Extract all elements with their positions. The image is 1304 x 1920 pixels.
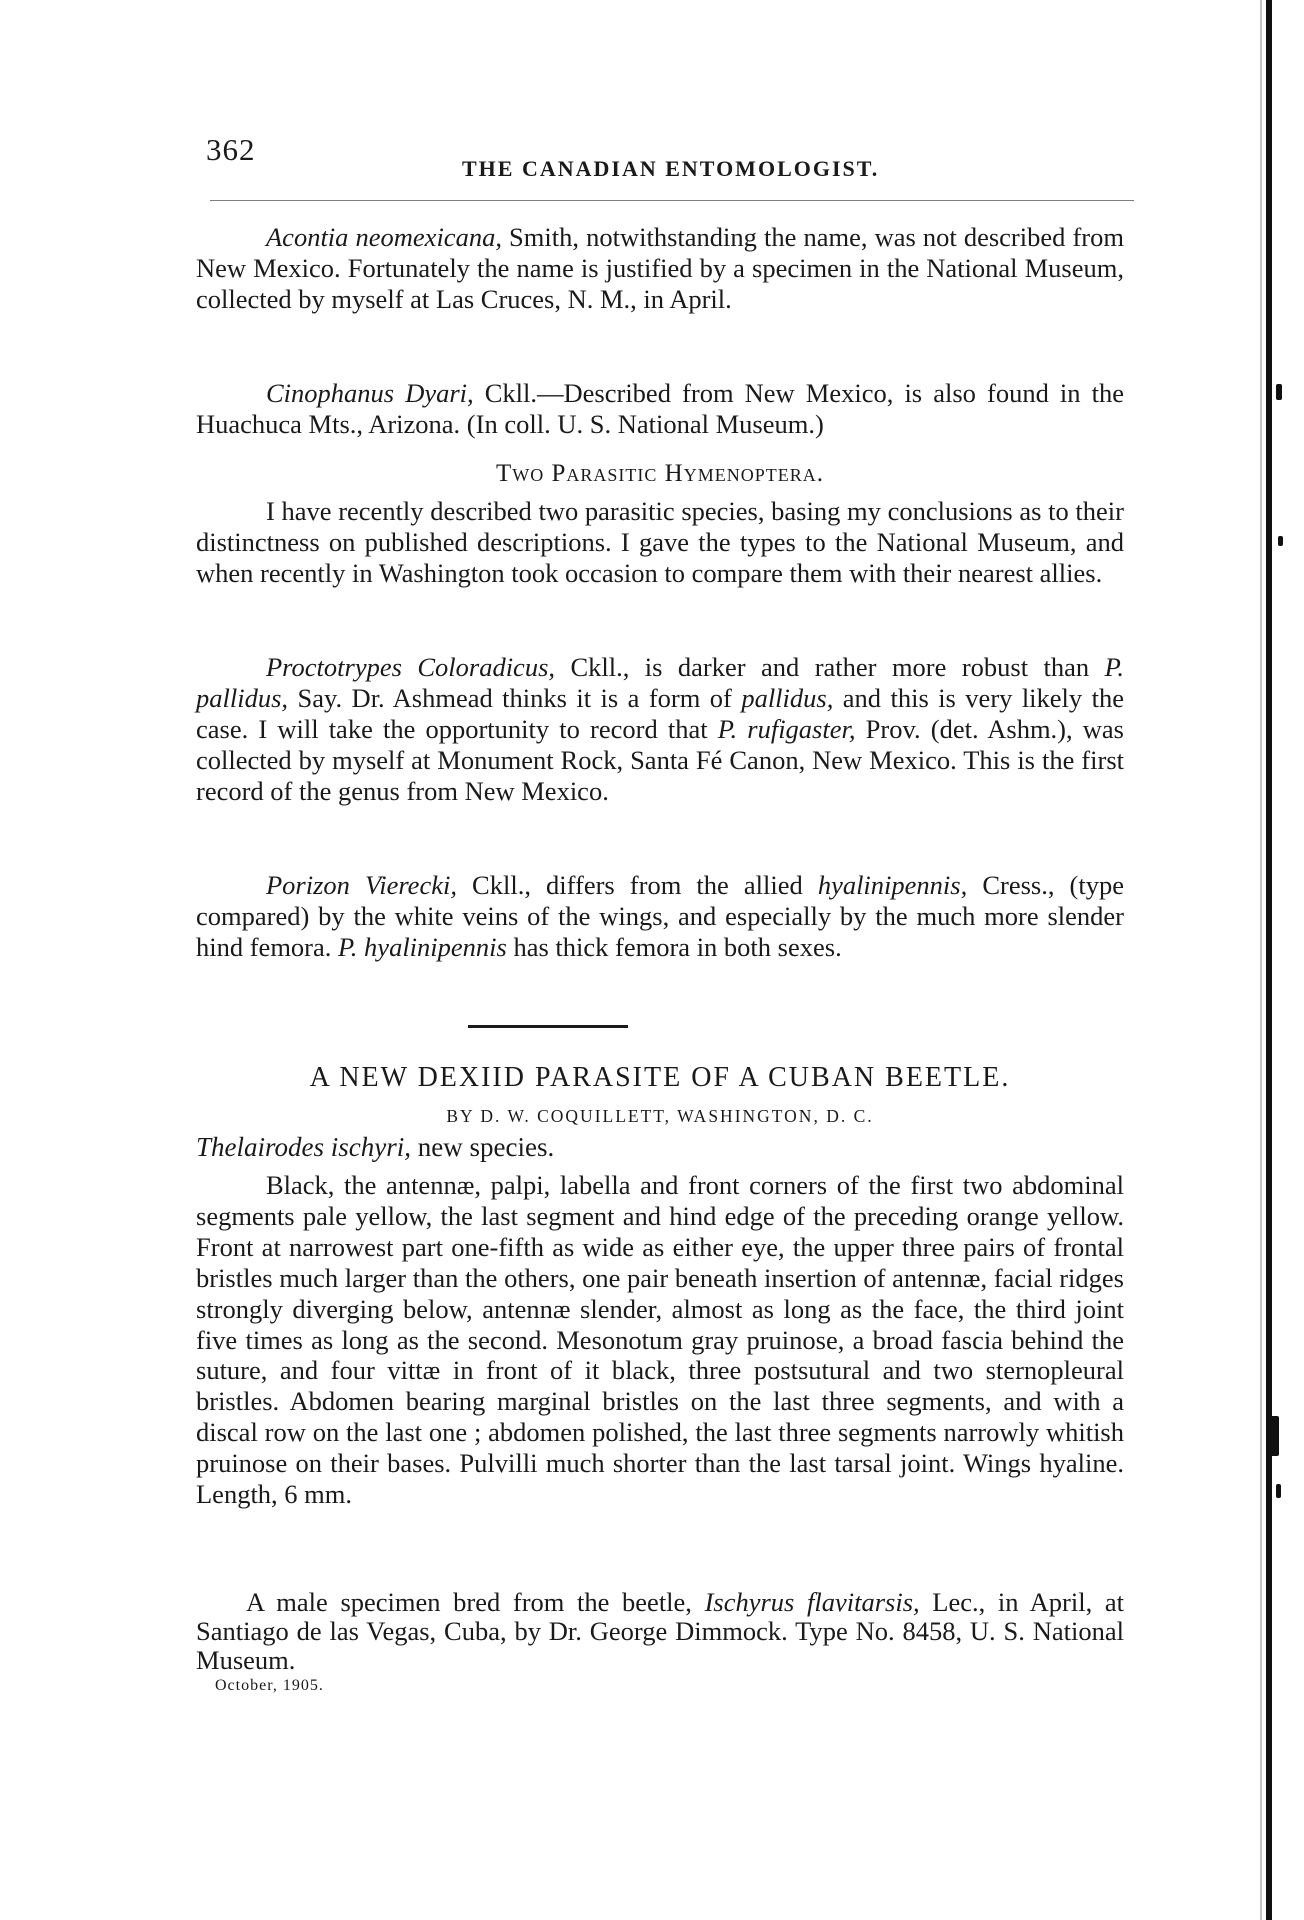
species-name: Ischyrus flavitarsis, bbox=[704, 1587, 920, 1617]
binding-mark bbox=[1278, 536, 1283, 546]
paragraph-text: Smith, notwithstanding the name, was not described from New Mexico. Fortunately the name is justified by a specimen in the National Museum, collected by myself at Las Cruces, N. M., in April. bbox=[196, 222, 1124, 314]
page-binding-edge bbox=[1266, 0, 1272, 1920]
species-name: hyalinipennis, bbox=[817, 870, 968, 900]
paragraph-cinophanus bbox=[196, 378, 1124, 440]
article-byline: BY D. W. COQUILLETT, WASHINGTON, D. C. bbox=[446, 1106, 874, 1126]
paragraph-text: has thick femora in both sexes. bbox=[506, 932, 842, 962]
paragraph-text: Say. Dr. Ashmead thinks it is a form of bbox=[288, 683, 742, 713]
section-heading: Two Parasitic Hymenoptera. bbox=[496, 460, 824, 487]
paragraph-text: Prov. (det. Ashm.), was collected by myself at Monument Rock, Santa Fé Canon, New Mexico. This is the first record of the genus from New Mexico. bbox=[196, 714, 1124, 806]
binding-mark bbox=[1276, 384, 1282, 400]
species-name: P. pallidus, bbox=[196, 652, 1124, 713]
binding-mark bbox=[1276, 1484, 1281, 1498]
species-suffix: new species. bbox=[411, 1132, 555, 1162]
paragraph-text: Cress., (type compared) by the white veins of the wings, and especially by the much more slender hind femora. bbox=[196, 870, 1124, 962]
paragraph-proctotrypes bbox=[196, 652, 1124, 807]
binding-shadow bbox=[1260, 0, 1262, 1920]
paragraph-intro bbox=[196, 496, 1124, 589]
species-name: Proctotrypes Coloradicus, bbox=[266, 652, 556, 682]
specimen-note bbox=[196, 1588, 1124, 1675]
running-head: THE CANADIAN ENTOMOLOGIST. bbox=[462, 156, 880, 181]
paragraph-text: and this is very likely the case. I will take the opportunity to record that bbox=[196, 683, 1124, 744]
paragraph-text: I have recently described two parasitic species, basing my conclusions as to their distinctness on published descriptions. I gave the types to the National Museum, and when recently in Washington took occasion to compare them with their nearest allies. bbox=[196, 496, 1124, 588]
header-rule bbox=[210, 200, 1134, 201]
page-number: 362 bbox=[206, 132, 256, 167]
species-description: Black, the antennæ, palpi, labella and front corners of the first two abdominal segments pale yellow, the last segment and hind edge of the preceding orange yellow. Front at narrowest part one-fifth as wide as either eye, the upper three pairs of frontal bristles much larger than the others, one pair beneath insertion of antennæ, facial ridges strongly diverging below, antennæ slender, almost as long as the face, the third joint five times as long as the second. Mesonotum gray pruinose, a broad fascia behind the suture, and four vittæ in front of it black, three postsutural and two sternopleural bristles. Abdomen bearing marginal bristles on the last three segments, and with a discal row on the last one ; abdomen polished, the last three segments narrowly whitish pruinose on their bases. Pulvilli much shorter than the last tarsal joint. Wings hyaline. Length, 6 mm. bbox=[196, 1170, 1124, 1510]
species-name: Acontia neomexicana, bbox=[266, 222, 502, 252]
paragraph-text: Ckll., is darker and rather more robust than bbox=[555, 652, 1105, 682]
species-name: pallidus, bbox=[741, 683, 834, 713]
species-name: Porizon Vierecki, bbox=[266, 870, 457, 900]
paragraph-text: Lec., in April, at Santiago de las Vegas, Cuba, by Dr. George Dimmock. Type No. 8458, U. S. National Museum. bbox=[196, 1587, 1124, 1675]
species-name: Thelairodes ischyri, bbox=[196, 1132, 411, 1162]
dateline: October, 1905. bbox=[215, 1677, 324, 1694]
binding-mark bbox=[1270, 1416, 1279, 1456]
paragraph-acontia bbox=[196, 222, 1124, 315]
species-name: P. rufigaster, bbox=[717, 714, 856, 744]
species-line bbox=[196, 1132, 1124, 1163]
paragraph-text: A male specimen bred from the beetle, bbox=[246, 1587, 705, 1617]
article-title: A NEW DEXIID PARASITE OF A CUBAN BEETLE. bbox=[309, 1062, 1011, 1093]
paragraph-text: Ckll., differs from the allied bbox=[456, 870, 818, 900]
paragraph-text: Ckll.—Described from New Mexico, is also found in the Huachuca Mts., Arizona. (In coll. U. S. National Museum.) bbox=[196, 378, 1124, 439]
species-name: Cinophanus Dyari, bbox=[266, 378, 474, 408]
section-separator bbox=[468, 1025, 628, 1028]
species-name: P. hyalinipennis bbox=[338, 932, 507, 962]
paragraph-porizon bbox=[196, 870, 1124, 963]
